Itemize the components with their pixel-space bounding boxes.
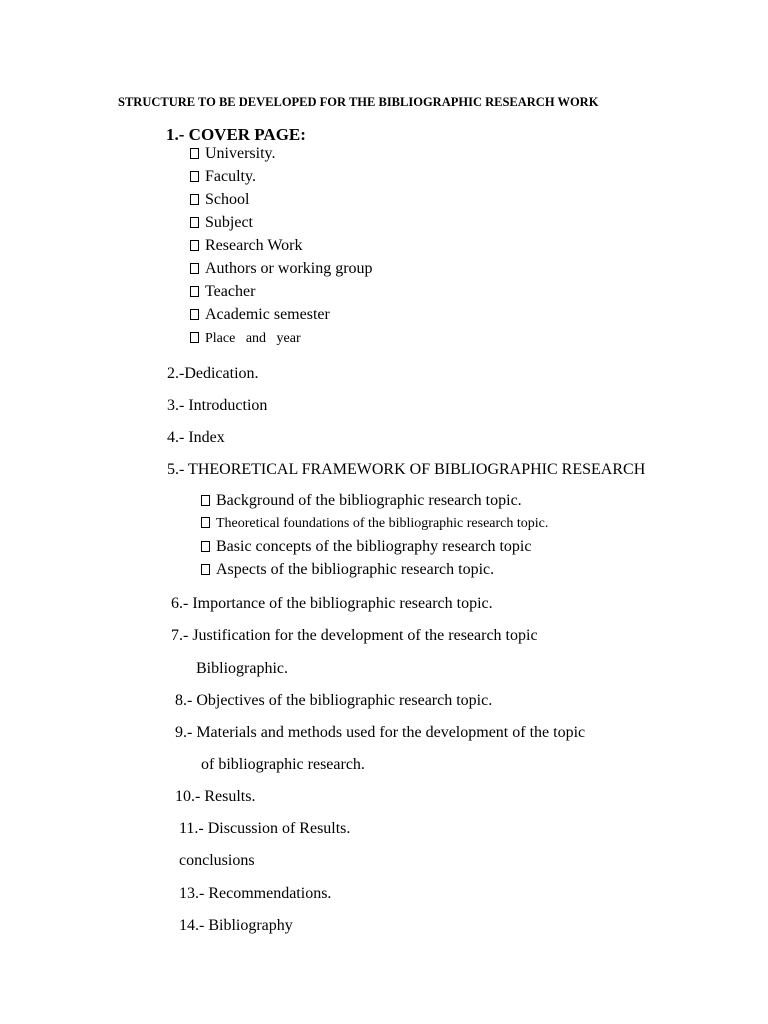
cover-item: Research Work bbox=[190, 238, 303, 254]
section-recommendations: 13.- Recommendations. bbox=[179, 885, 332, 902]
framework-item: Basic concepts of the bibliography research topic bbox=[201, 539, 531, 555]
section-theoretical-framework: 5.- THEORETICAL FRAMEWORK OF BIBLIOGRAPHIC RESEARCH bbox=[167, 461, 646, 478]
cover-item: Place and year bbox=[190, 332, 301, 346]
checkbox-bullet-icon bbox=[201, 517, 210, 528]
checkbox-bullet-icon bbox=[190, 263, 199, 274]
cover-item: University. bbox=[190, 146, 276, 162]
checkbox-bullet-icon bbox=[190, 240, 199, 251]
checkbox-bullet-icon bbox=[201, 564, 210, 575]
section-dedication: 2.-Dedication. bbox=[167, 365, 259, 382]
checkbox-bullet-icon bbox=[190, 309, 199, 320]
cover-item: Academic semester bbox=[190, 307, 330, 323]
checkbox-bullet-icon bbox=[190, 217, 199, 228]
cover-item: Subject bbox=[190, 215, 253, 231]
section-bibliography: 14.- Bibliography bbox=[179, 917, 293, 934]
section-materials-methods: 9.- Materials and methods used for the development of the topic bbox=[175, 724, 586, 741]
section-index: 4.- Index bbox=[167, 429, 225, 446]
checkbox-bullet-icon bbox=[190, 332, 199, 343]
cover-item: Faculty. bbox=[190, 169, 256, 185]
section-materials-methods-cont: of bibliographic research. bbox=[201, 756, 365, 773]
checkbox-bullet-icon bbox=[190, 171, 199, 182]
cover-item: School bbox=[190, 192, 249, 208]
framework-item: Theoretical foundations of the bibliographic research topic. bbox=[201, 517, 548, 531]
framework-item: Background of the bibliographic research topic. bbox=[201, 493, 522, 509]
checkbox-bullet-icon bbox=[190, 286, 199, 297]
checkbox-bullet-icon bbox=[190, 148, 199, 159]
section-justification-cont: Bibliographic. bbox=[196, 660, 288, 677]
section-results: 10.- Results. bbox=[175, 788, 256, 805]
section-objectives: 8.- Objectives of the bibliographic research topic. bbox=[175, 692, 493, 709]
section-introduction: 3.- Introduction bbox=[167, 397, 268, 414]
cover-item: Authors or working group bbox=[190, 261, 373, 277]
section-justification: 7.- Justification for the development of the research topic bbox=[171, 627, 538, 644]
framework-item: Aspects of the bibliographic research topic. bbox=[201, 562, 494, 578]
section-discussion: 11.- Discussion of Results. bbox=[179, 820, 351, 837]
section-importance: 6.- Importance of the bibliographic research topic. bbox=[171, 595, 493, 612]
section-conclusions: conclusions bbox=[179, 852, 255, 869]
checkbox-bullet-icon bbox=[201, 541, 210, 552]
checkbox-bullet-icon bbox=[201, 495, 210, 506]
cover-page-heading: 1.- COVER PAGE: bbox=[166, 125, 306, 144]
cover-item: Teacher bbox=[190, 284, 255, 300]
checkbox-bullet-icon bbox=[190, 194, 199, 205]
document-title: STRUCTURE TO BE DEVELOPED FOR THE BIBLIOGRAPHIC RESEARCH WORK bbox=[118, 95, 599, 109]
